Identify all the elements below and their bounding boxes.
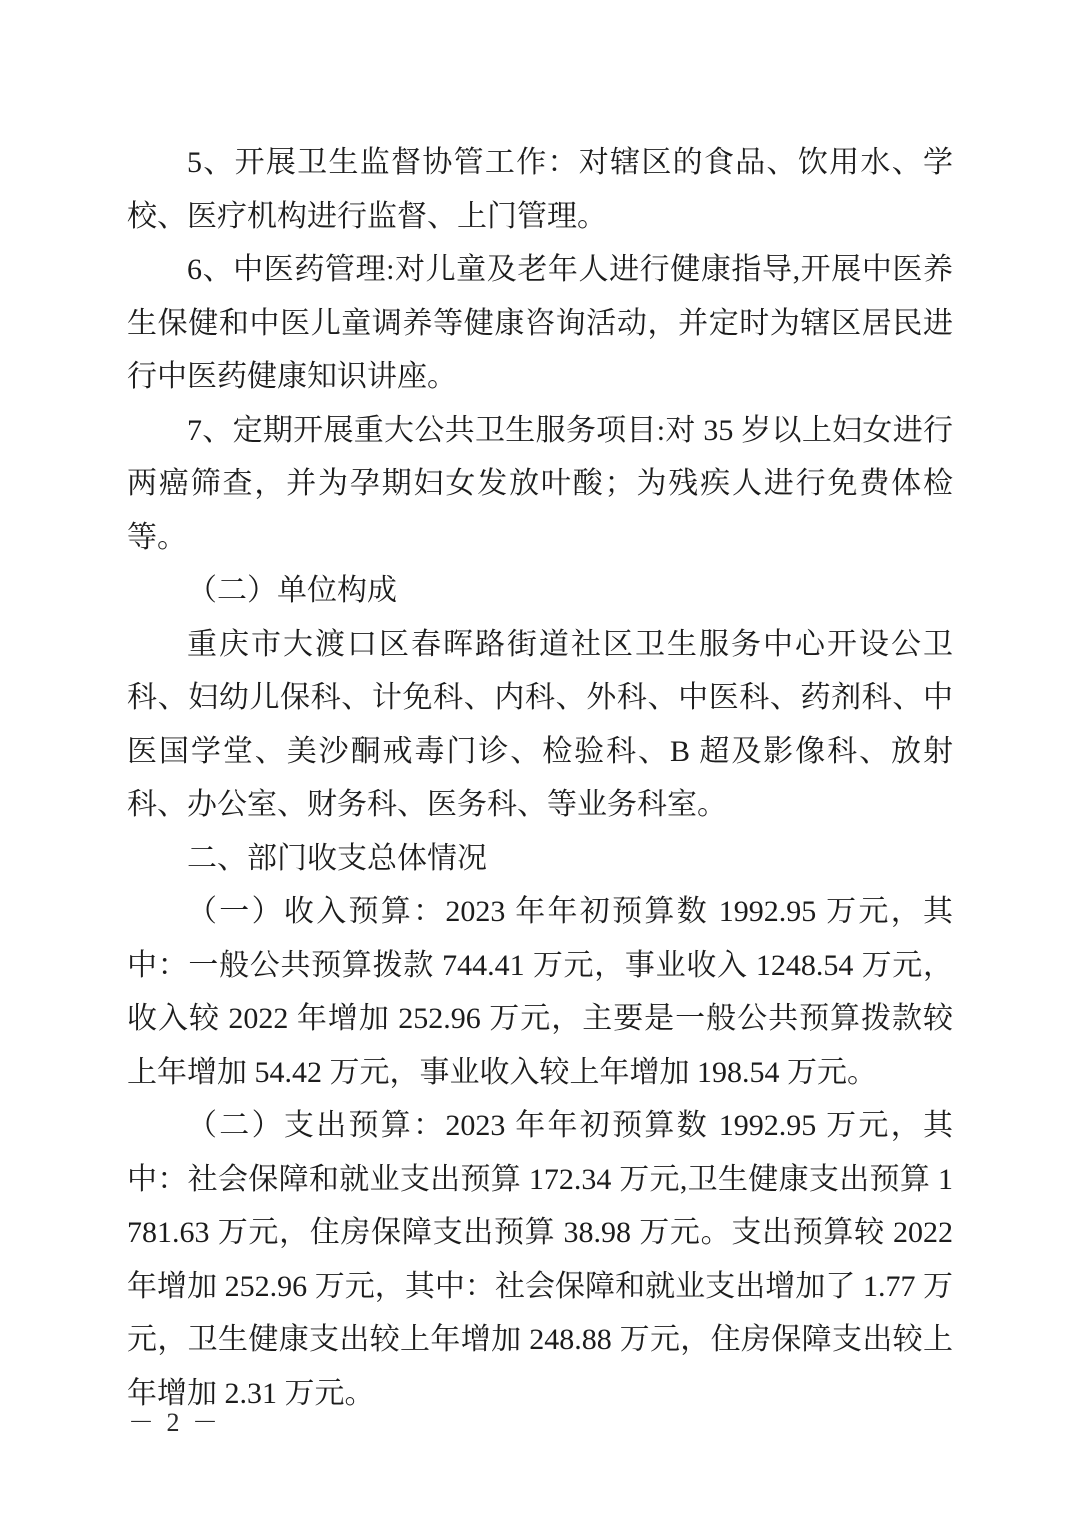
paragraph-income-budget: （一）收入预算：2023 年年初预算数 1992.95 万元，其中：一般公共预算拨款 744.41 万元，事业收入 1248.54 万元，收入较 2022 年增加 252.96 万元，主要是一般公共预算拨款较上年增加 54.42 万元，事业收入较上年增加 198.54 万元。 xyxy=(127,895,953,1089)
list-item-5-health-supervision: 5、开展卫生监督协管工作：对辖区的食品、饮用水、学校、医疗机构进行监督、上门管理。 xyxy=(127,146,953,233)
page-footer xyxy=(128,1406,221,1440)
document-body xyxy=(127,136,953,1420)
subsection-heading-unit-composition: （二）单位构成 xyxy=(187,574,397,607)
list-item-6-tcm-management: 6、中医药管理:对儿童及老年人进行健康指导,开展中医养生保健和中医儿童调养等健康咨询活动，并定时为辖区居民进行中医药健康知识讲座。 xyxy=(127,253,953,393)
section-heading-revenue-expenditure-overview: 二、部门收支总体情况 xyxy=(187,841,487,875)
list-item-7-major-public-health-projects: 7、定期开展重大公共卫生服务项目:对 35 岁以上妇女进行两癌筛查，并为孕期妇女发放叶酸；为残疾人进行免费体检等。 xyxy=(127,413,953,554)
paragraph-expenditure-budget: （二）支出预算：2023 年年初预算数 1992.95 万元，其中：社会保障和就业支出预算 172.34 万元,卫生健康支出预算 1781.63 万元，住房保障支出预算 38.98 万元。支出预算较 2022 年增加 252.96 万元，其中：社会保障和就业支出增加了 1.77 万元，卫生健康支出较上年增加 248.88 万元，住房保障支出较上年增加 2.31 万元。 xyxy=(127,1109,953,1410)
paragraph-unit-departments: 重庆市大渡口区春晖路街道社区卫生服务中心开设公卫科、妇幼儿保科、计免科、内科、外科、中医科、药剂科、中医国学堂、美沙酮戒毒门诊、检验科、B 超及影像科、放射科、办公室、财务科、医务科、等业务科室。 xyxy=(127,627,953,821)
page-number: － 2 － xyxy=(128,1408,222,1437)
